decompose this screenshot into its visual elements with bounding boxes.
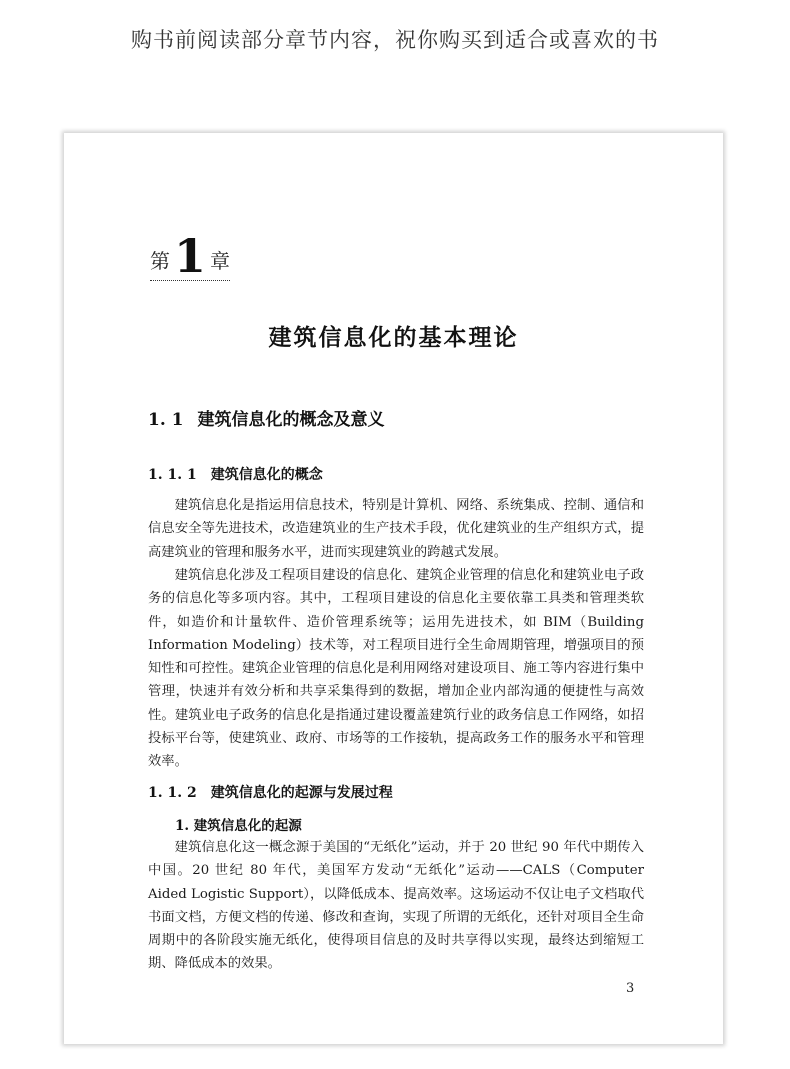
- book-page: [64, 133, 723, 1044]
- section-heading-1-1: [148, 405, 385, 430]
- section-heading-1-1-1: [148, 464, 323, 484]
- chapter-title: 建筑信息化的基本理论: [268, 325, 519, 351]
- section-number: 1. 1: [148, 410, 184, 430]
- chapter-mark: [150, 229, 231, 283]
- section-title: 建筑信息化的概念: [210, 467, 323, 483]
- paragraph: 建筑信息化涉及工程项目建设的信息化、建筑企业管理的信息化和建筑业电子政务的信息化等多项内容。其中，工程项目建设的信息化主要依靠工具类和管理类软件，如造价和计量软件、造价管理系统等；运用先进技术，如 BIM（Building Information Modeling）技术等，对工程项目进行全生命周期管理，增强项目的预知性和可控性。建筑企业管理的信息化是利用网络对建设项目、施工等内容进行集中管理，快速并有效分析和共享采集得到的数据，增加企业内部沟通的便捷性与高效性。建筑业电子政务的信息化是指通过建设覆盖建筑行业的政务信息工作网络，如招投标平台等，使建筑业、政府、市场等的工作接轨，提高政务工作的服务水平和管理效率。: [148, 568, 644, 770]
- subheading: 1. 建筑信息化的起源: [175, 818, 302, 834]
- section-number: 1. 1. 1: [148, 467, 197, 483]
- chapter-suffix: 章: [210, 249, 231, 273]
- page-number: 3: [626, 981, 635, 996]
- section-heading-1-1-2: [148, 782, 393, 802]
- preview-banner: 购书前阅读部分章节内容，祝你购买到适合或喜欢的书: [131, 28, 659, 52]
- paragraph: 建筑信息化是指运用信息技术，特别是计算机、网络、系统集成、控制、通信和信息安全等先进技术，改造建筑业的生产技术手段，优化建筑业的生产组织方式，提高建筑业的管理和服务水平，进而实现建筑业的跨越式发展。: [148, 498, 644, 560]
- paragraph: 建筑信息化这一概念源于美国的“无纸化”运动，并于 20 世纪 90 年代中期传入中国。20 世纪 80 年代，美国军方发动“无纸化”运动——CALS（Computer Aided Logistic Support），以降低成本、提高效率。这场运动不仅让电子文档取代书面文档，方便文档的传递、修改和查询，实现了所谓的无纸化，还针对项目全生命周期中的各阶段实施无纸化，使得项目信息的及时共享得以实现，最终达到缩短工期、降低成本的效果。: [148, 840, 644, 972]
- section-title: 建筑信息化的起源与发展过程: [210, 785, 393, 801]
- chapter-prefix: 第: [150, 249, 170, 273]
- chapter-number: 1: [174, 229, 207, 283]
- section-title: 建筑信息化的概念及意义: [197, 410, 385, 430]
- section-number: 1. 1. 2: [148, 785, 197, 801]
